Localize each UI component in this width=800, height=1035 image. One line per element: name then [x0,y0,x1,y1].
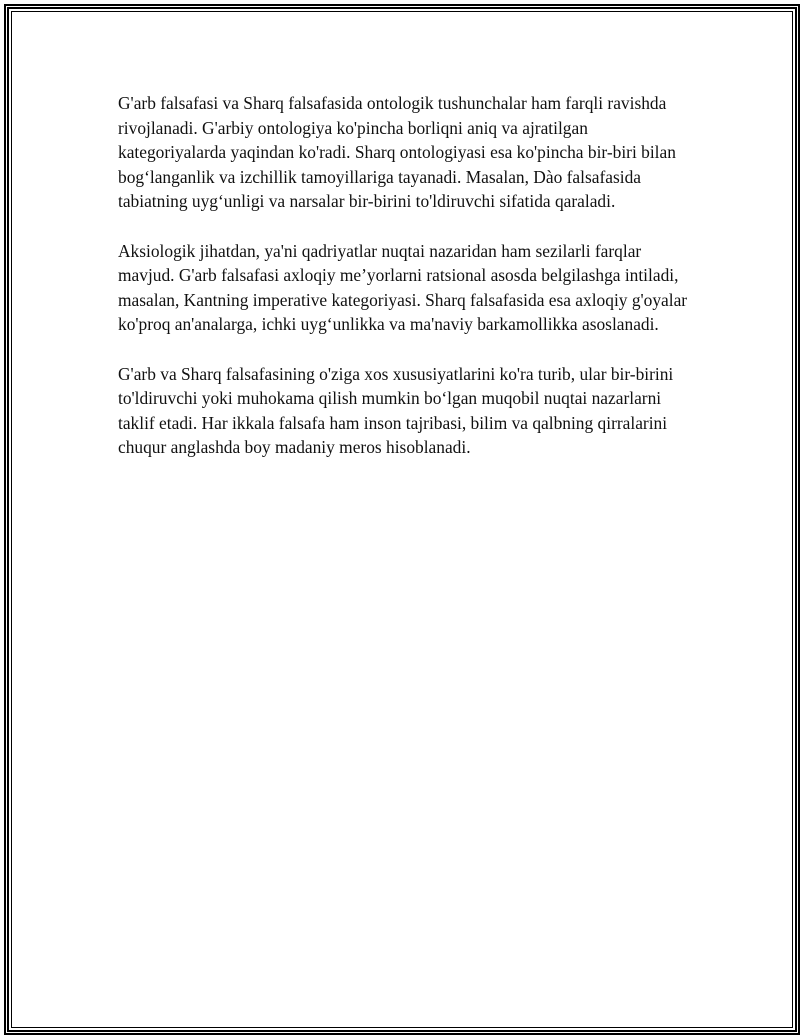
paragraph-conclusion: G'arb va Sharq falsafasining o'ziga xos xususiyatlarini ko'ra turib, ular bir-birini to'ldiruvchi yoki muhokama qilish mumkin bo‘lgan muqobil nuqtai nazarlarni taklif etadi. Har ikkala falsafa ham inson tajribasi, bilim va qalbning qirralarini chuqur anglashda boy madaniy meros hisoblanadi. [118,363,674,458]
paragraph-ontology: G'arb falsafasi va Sharq falsafasida ontologik tushunchalar ham farqli ravishda rivojlanadi. G'arbiy ontologiya ko'pincha borliqni aniq va ajratilgan kategoriyalarda yaqindan ko'radi. Sharq ontologiyasi esa ko'pincha bir-biri bilan bog‘langanlik va izchillik tamoyillariga tayanadi. Masalan, Dào falsafasida tabiatning uyg‘unligi va narsalar bir-birini to'ldiruvchi sifatida qaraladi. [118,93,676,212]
document-body [118,91,688,460]
paragraph-axiology: Aksiologik jihatdan, ya'ni qadriyatlar nuqtai nazaridan ham sezilarli farqlar mavjud. G'arb falsafasi axloqiy me’yorlarni ratsional asosda belgilashga intiladi, masalan, Kantning imperative kategoriyasi. Sharq falsafasida esa axloqiy g'oyalar ko'proq an'analarga, ichki uyg‘unlikka va ma'naviy barkamollikka asoslanadi. [118,240,688,335]
